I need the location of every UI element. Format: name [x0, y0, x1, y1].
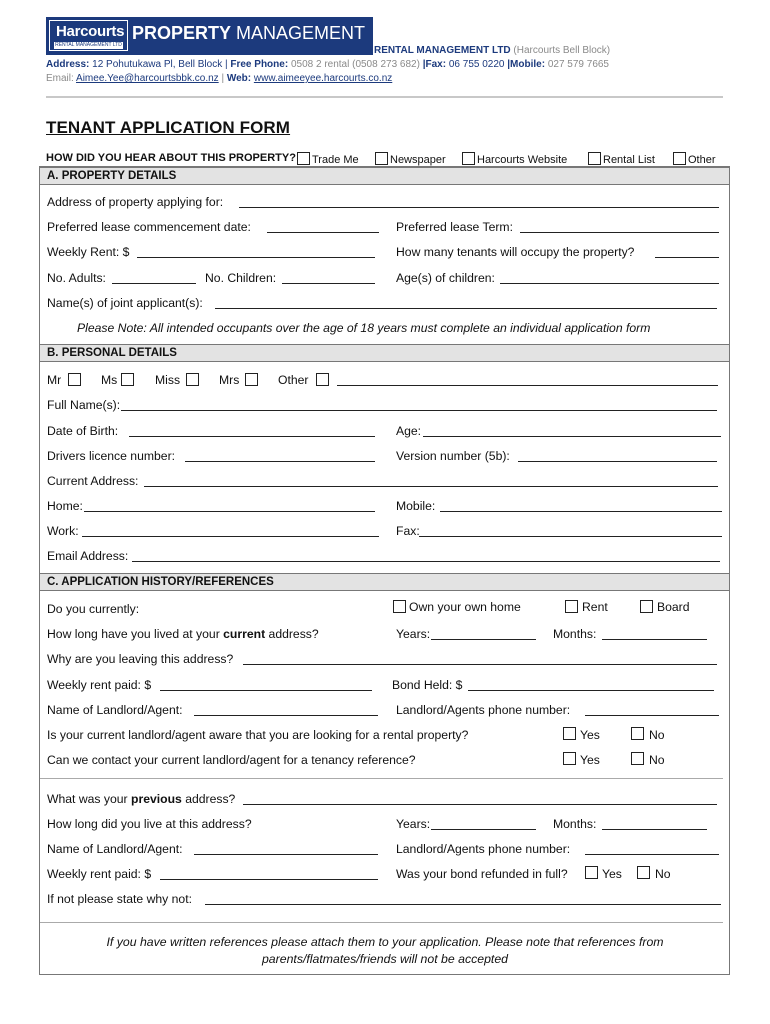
company-line: RENTAL MANAGEMENT LTD (Harcourts Bell Block) — [374, 45, 611, 56]
title-mr-checkbox[interactable] — [68, 373, 81, 386]
bond-refunded-yes-checkbox[interactable] — [585, 866, 598, 879]
contact-line: Address: 12 Pohutukawa Pl, Bell Block | Free Phone: 0508 2 rental (0508 273 682) |Fax: 06 755 0220 |Mobile: 027 579 7665 — [46, 59, 609, 70]
current-years-field[interactable] — [431, 639, 536, 640]
references-divider — [40, 922, 723, 923]
landlord-aware-label: Is your current landlord/agent aware that you are looking for a rental property? — [47, 728, 469, 742]
landlord-phone-label: Landlord/Agents phone number: — [396, 703, 571, 717]
why-leaving-field[interactable] — [243, 664, 717, 665]
mobile-label: Mobile: — [396, 499, 436, 513]
dob-field[interactable] — [129, 436, 375, 437]
bond-held-label: Bond Held: $ — [392, 678, 463, 692]
current-years-label: Years: — [396, 627, 431, 641]
title-other-field[interactable] — [337, 385, 718, 386]
hear-option-other[interactable]: Other — [673, 152, 716, 166]
bond-refunded-label: Was your bond refunded in full? — [396, 867, 568, 881]
title-miss-checkbox[interactable] — [186, 373, 199, 386]
aware-yes-label: Yes — [580, 728, 600, 742]
if-not-label: If not please state why not: — [47, 892, 192, 906]
fax-label: Fax: — [396, 524, 420, 538]
prev-weekly-rent-field[interactable] — [160, 879, 378, 880]
checkbox-icon[interactable] — [588, 152, 601, 165]
title-mrs-label: Mrs — [219, 373, 240, 387]
title-mrs-checkbox[interactable] — [245, 373, 258, 386]
children-field[interactable] — [282, 283, 375, 284]
rent-label: Rent — [582, 600, 608, 614]
current-months-label: Months: — [553, 627, 597, 641]
occupants-note: Please Note: All intended occupants over the age of 18 years must complete an individual application form — [77, 321, 651, 335]
full-name-field[interactable] — [121, 410, 717, 411]
board-label: Board — [657, 600, 690, 614]
lease-term-field[interactable] — [520, 232, 719, 233]
prev-landlord-phone-field[interactable] — [585, 854, 719, 855]
prev-landlord-name-field[interactable] — [194, 854, 378, 855]
email-field[interactable] — [132, 561, 720, 562]
previous-divider — [40, 778, 723, 779]
checkbox-icon[interactable] — [462, 152, 475, 165]
home-phone-label: Home: — [47, 499, 83, 513]
hear-option-rentallist[interactable]: Rental List — [588, 152, 655, 166]
web-line: Email: Aimee.Yee@harcourtsbbk.co.nz | Web: www.aimeeyee.harcourts.co.nz — [46, 73, 393, 84]
section-b-heading: B. PERSONAL DETAILS — [40, 344, 729, 362]
address-applying-field[interactable] — [239, 207, 719, 208]
current-address-field[interactable] — [144, 486, 718, 487]
contact-yes-label: Yes — [580, 753, 600, 767]
prev-weekly-rent-label: Weekly rent paid: $ — [47, 867, 152, 881]
ages-field[interactable] — [500, 283, 719, 284]
ages-label: Age(s) of children: — [396, 271, 495, 285]
contact-landlord-label: Can we contact your current landlord/agent for a tenancy reference? — [47, 753, 416, 767]
previous-months-label: Months: — [553, 817, 597, 831]
how-long-previous-label: How long did you live at this address? — [47, 817, 252, 831]
previous-years-label: Years: — [396, 817, 431, 831]
bond-refunded-no-checkbox[interactable] — [637, 866, 650, 879]
checkbox-icon[interactable] — [375, 152, 388, 165]
licence-field[interactable] — [185, 461, 375, 462]
landlord-name-label: Name of Landlord/Agent: — [47, 703, 183, 717]
logo-sub: RENTAL MANAGEMENT LTD — [55, 42, 122, 48]
title-ms-label: Ms — [101, 373, 118, 387]
weekly-rent-label: Weekly Rent: $ — [47, 245, 130, 259]
title-ms-checkbox[interactable] — [121, 373, 134, 386]
contact-no-checkbox[interactable] — [631, 752, 644, 765]
hear-option-website[interactable]: Harcourts Website — [462, 152, 567, 166]
page-title: TENANT APPLICATION FORM — [46, 118, 291, 137]
version-field[interactable] — [518, 461, 717, 462]
previous-address-field[interactable] — [243, 804, 717, 805]
landlord-phone-field[interactable] — [585, 715, 719, 716]
bond-refunded-no-label: No — [655, 867, 671, 881]
if-not-field[interactable] — [205, 904, 721, 905]
logo-brand: Harcourts — [56, 23, 125, 40]
dob-label: Date of Birth: — [47, 424, 119, 438]
work-phone-label: Work: — [47, 524, 79, 538]
weekly-rent-paid-field[interactable] — [160, 690, 372, 691]
bond-held-field[interactable] — [468, 690, 714, 691]
previous-address-label: What was your previous address? — [47, 792, 236, 806]
header-divider — [46, 96, 723, 98]
section-a-heading: A. PROPERTY DETAILS — [40, 167, 729, 185]
checkbox-icon[interactable] — [673, 152, 686, 165]
weekly-rent-field[interactable] — [137, 257, 375, 258]
age-field[interactable] — [423, 436, 721, 437]
company-logo — [46, 17, 373, 55]
rent-checkbox[interactable] — [565, 600, 578, 613]
hear-option-newspaper[interactable]: Newspaper — [375, 152, 446, 166]
previous-months-field[interactable] — [602, 829, 707, 830]
lease-start-label: Preferred lease commencement date: — [47, 220, 251, 234]
section-c-heading: C. APPLICATION HISTORY/REFERENCES — [40, 573, 729, 591]
hear-question: HOW DID YOU HEAR ABOUT THIS PROPERTY? — [46, 152, 296, 164]
harcourts-logo-mark — [49, 20, 128, 51]
fax-field[interactable] — [419, 536, 722, 537]
why-leaving-label: Why are you leaving this address? — [47, 652, 234, 666]
aware-no-checkbox[interactable] — [631, 727, 644, 740]
licence-label: Drivers licence number: — [47, 449, 176, 463]
title-mr-label: Mr — [47, 373, 62, 387]
weekly-rent-paid-label: Weekly rent paid: $ — [47, 678, 152, 692]
contact-no-label: No — [649, 753, 665, 767]
hear-option-trademe[interactable]: Trade Me — [297, 152, 359, 166]
do-you-currently-label: Do you currently: — [47, 602, 140, 616]
references-note-1: If you have written references please attach them to your application. Please note that references from — [106, 935, 664, 949]
current-months-field[interactable] — [602, 639, 707, 640]
own-home-label: Own your own home — [409, 600, 521, 614]
joint-applicants-label: Name(s) of joint applicant(s): — [47, 296, 203, 310]
work-phone-field[interactable] — [82, 536, 379, 537]
aware-yes-checkbox[interactable] — [563, 727, 576, 740]
adults-label: No. Adults: — [47, 271, 106, 285]
own-home-checkbox[interactable] — [393, 600, 406, 613]
board-checkbox[interactable] — [640, 600, 653, 613]
title-other-label: Other — [278, 373, 309, 387]
aware-no-label: No — [649, 728, 665, 742]
previous-years-field[interactable] — [431, 829, 536, 830]
version-label: Version number (5b): — [396, 449, 510, 463]
full-name-label: Full Name(s): — [47, 398, 121, 412]
title-miss-label: Miss — [155, 373, 181, 387]
how-long-current-label: How long have you lived at your current address? — [47, 627, 319, 641]
lease-start-field[interactable] — [267, 232, 379, 233]
tenants-field[interactable] — [655, 257, 719, 258]
email-label: Email Address: — [47, 549, 129, 563]
joint-applicants-field[interactable] — [215, 308, 717, 309]
references-note-2: parents/flatmates/friends will not be accepted — [261, 952, 509, 966]
children-label: No. Children: — [205, 271, 277, 285]
adults-field[interactable] — [112, 283, 196, 284]
age-label: Age: — [396, 424, 422, 438]
prev-landlord-name-label: Name of Landlord/Agent: — [47, 842, 183, 856]
lease-term-label: Preferred lease Term: — [396, 220, 513, 234]
web-link[interactable]: www.aimeeyee.harcourts.co.nz — [253, 73, 393, 84]
contact-yes-checkbox[interactable] — [563, 752, 576, 765]
address-applying-label: Address of property applying for: — [47, 195, 224, 209]
mobile-field[interactable] — [440, 511, 722, 512]
bond-refunded-yes-label: Yes — [602, 867, 622, 881]
landlord-name-field[interactable] — [194, 715, 378, 716]
email-link[interactable]: Aimee.Yee@harcourtsbbk.co.nz — [76, 73, 219, 84]
checkbox-icon[interactable] — [297, 152, 310, 165]
hear-about-row — [46, 152, 726, 164]
tenants-label: How many tenants will occupy the property? — [396, 245, 635, 259]
title-other-checkbox[interactable] — [316, 373, 329, 386]
home-phone-field[interactable] — [84, 511, 375, 512]
current-address-label: Current Address: — [47, 474, 139, 488]
logo-title: PROPERTY MANAGEMENT — [132, 23, 366, 43]
prev-landlord-phone-label: Landlord/Agents phone number: — [396, 842, 571, 856]
